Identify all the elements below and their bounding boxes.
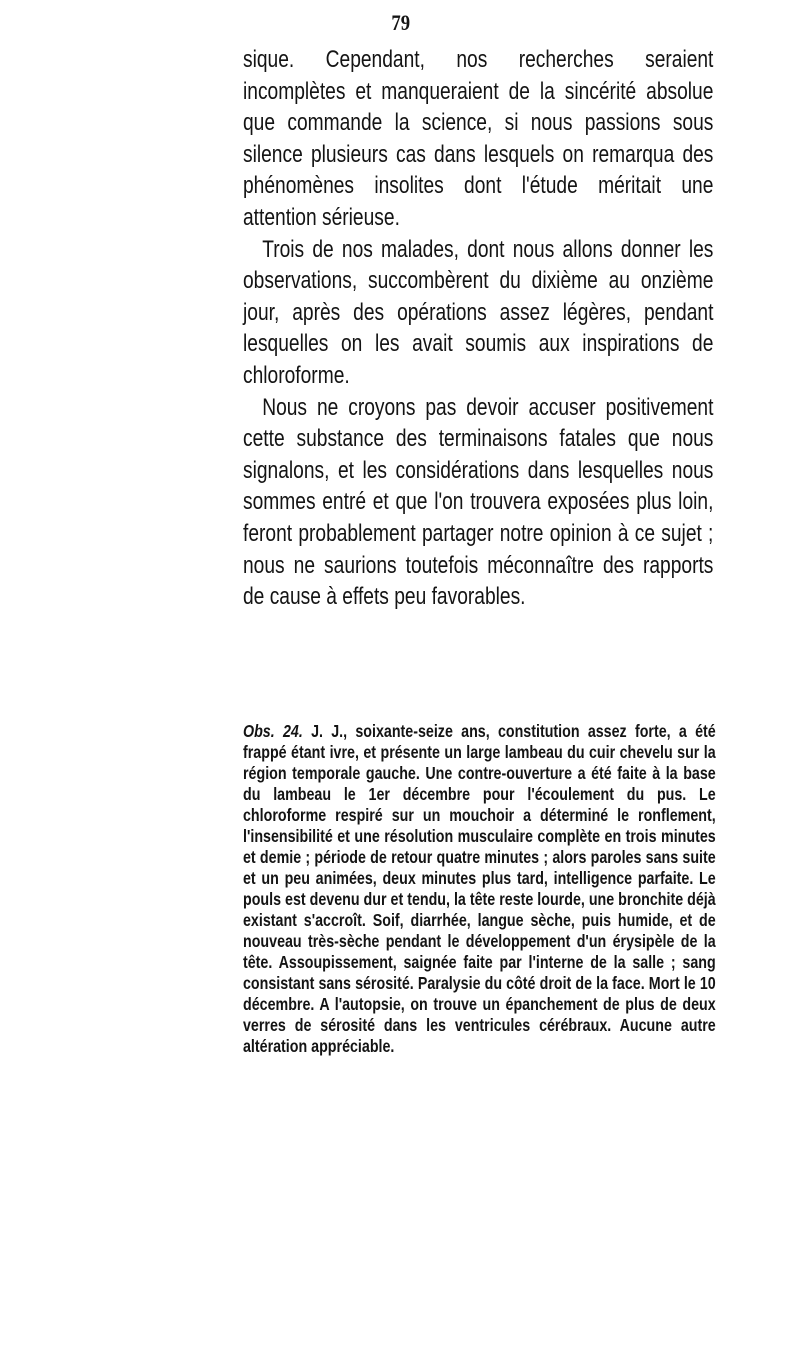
paragraph-2: Trois de nos malades, dont nous allons donner les observations, succombèrent du dixième au onzième jour, après des opérations assez légères, pendant lesquelles on les avait soumis aux inspirations de chloroforme. xyxy=(243,235,714,389)
paragraph-1: sique. Cependant, nos recherches seraient incomplètes et manqueraient de la sincérité absolue que commande la science, si nous passions sous silence plusieurs cas dans lesquels on remarqua des phénomènes insolites dont l'étude méritait une attention sérieuse. xyxy=(243,46,714,231)
observation-paragraph xyxy=(243,721,716,1057)
observation-24 xyxy=(243,721,716,1057)
main-text xyxy=(243,44,713,613)
observation-text: J. J., soixante-seize ans, constitution assez forte, a été frappé étant ivre, et présente un large lambeau du cuir chevelu sur la région temporale gauche. Une contre-ouverture a été faite à la base du lambeau le 1er décembre pour l'écoulement du pus. Le chloroforme respiré sur un mouchoir a déterminé le ronflement, l'insensibilité et une résolution musculaire complète en trois minutes et demie ; période de retour quatre minutes ; alors paroles sans suite et un peu animées, deux minutes plus tard, intelligence parfaite. Le pouls est devenu dur et tendu, la tête reste lourde, une bronchite déjà existant s'accroît. Soif, diarrhée, langue sèche, puis humide, et de nouveau très-sèche pendant le développement d'un érysipèle de la tête. Assoupissement, saignée faite par l'interne de la salle ; sang consistant sans sérosité. Paralysie du côté droit de la face. Mort le 10 décembre. A l'autopsie, on trouve un épanchement de plus de deux verres de sérosité dans les ventricules cérébraux. Aucune autre altération appréciable. xyxy=(243,721,716,1056)
paragraph-3: Nous ne croyons pas devoir accuser positivement cette substance des terminaisons fatales que nous signalons, et les considérations dans lesquelles nous sommes entré et que l'on trouvera exposées plus loin, feront probablement partager notre opinion à ce sujet ; nous ne saurions toutefois méconnaître des rapports de cause à effets peu favorables. xyxy=(243,393,714,611)
page-number: 79 xyxy=(391,10,411,35)
observation-label: Obs. 24. xyxy=(243,721,303,741)
